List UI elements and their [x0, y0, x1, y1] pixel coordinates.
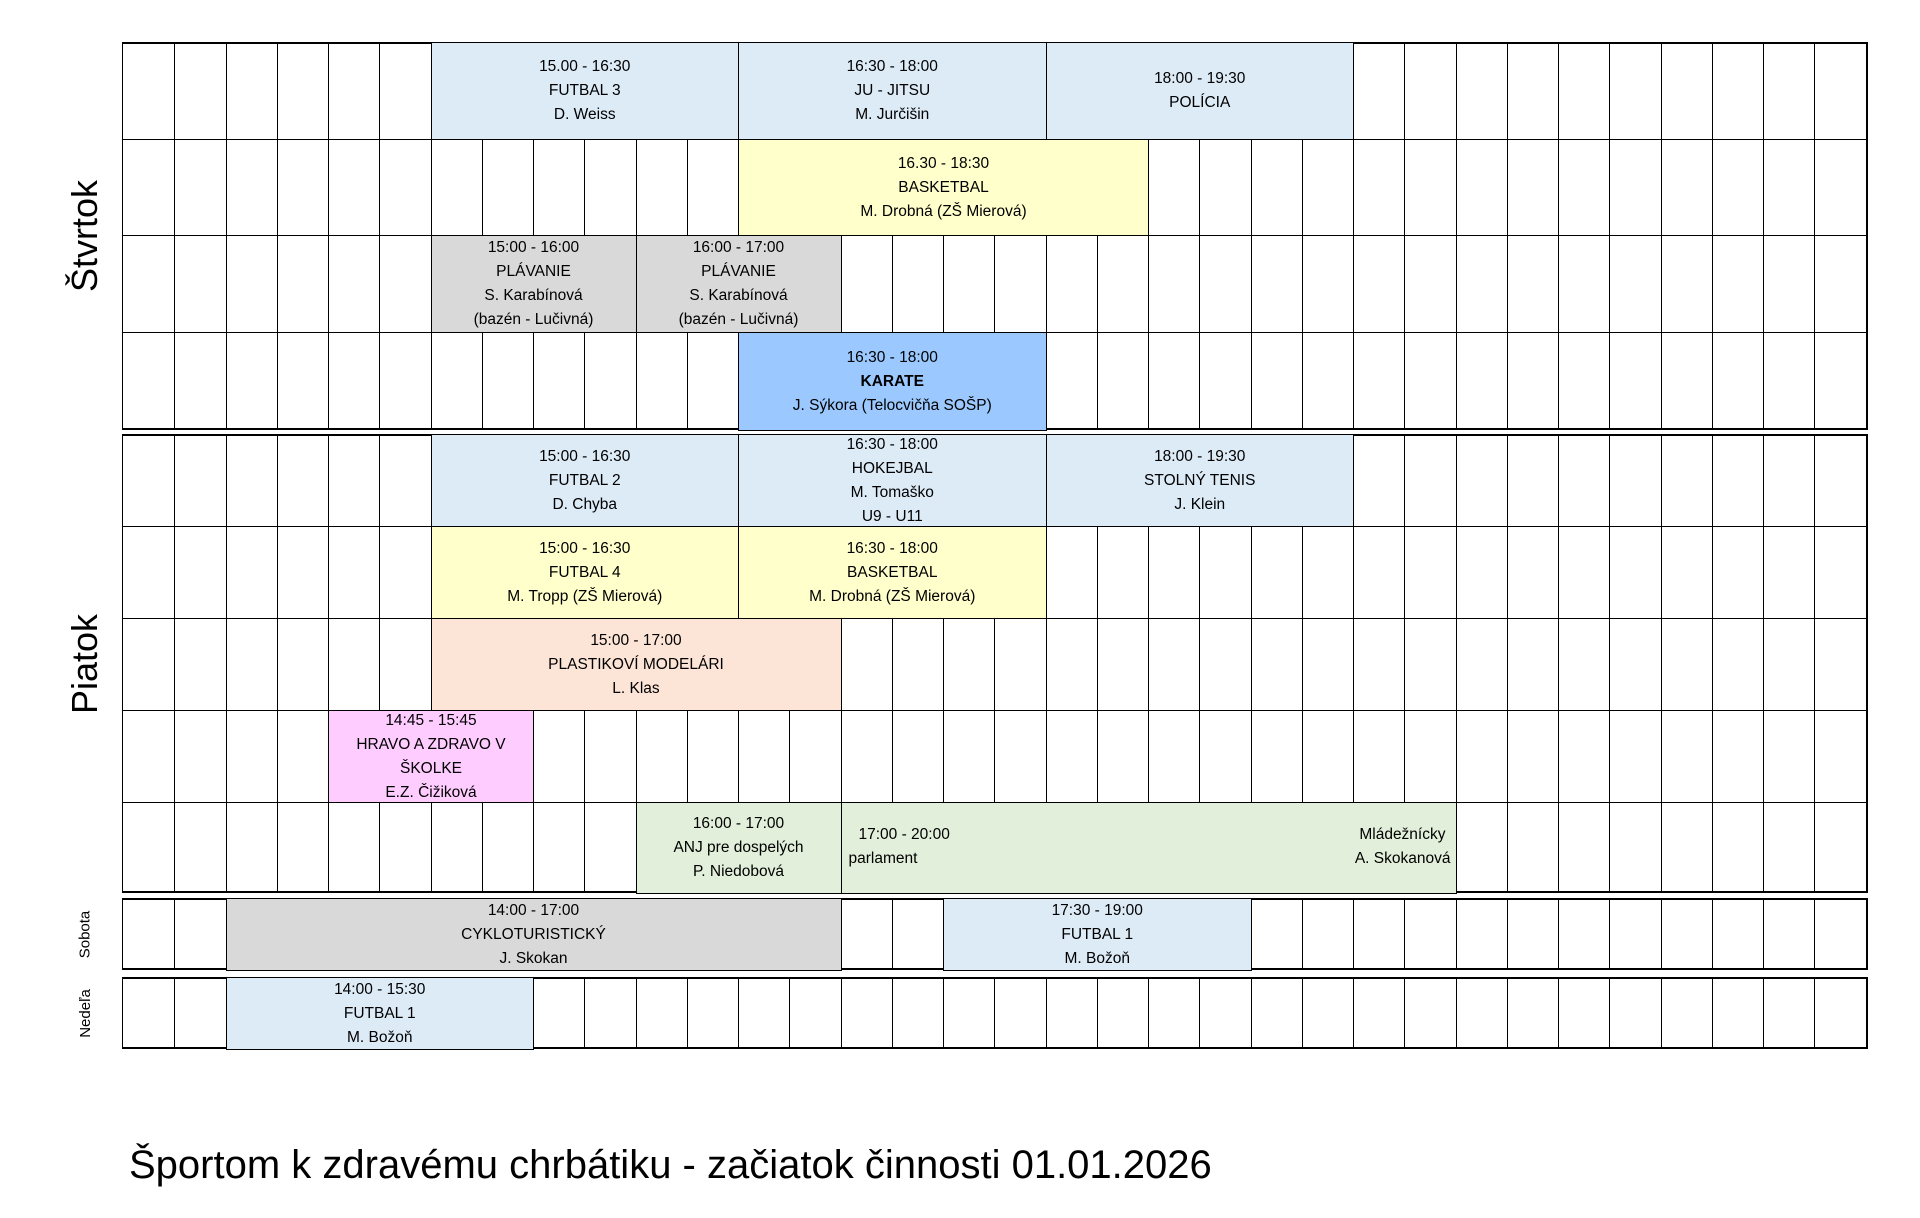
- grid-column-line: [1558, 434, 1559, 893]
- grid-column-line: [1046, 977, 1047, 1049]
- event-name: HRAVO A ZDRAVO V: [356, 735, 506, 753]
- grid-column-line: [1507, 42, 1508, 430]
- grid-column-line: [226, 434, 227, 893]
- event-person: J. Skokan: [499, 949, 568, 967]
- day-label-stvrtok: [48, 42, 123, 430]
- grid-column-line: [943, 977, 944, 1049]
- day-name: Piatok: [64, 613, 105, 714]
- event-name: FUTBAL 1: [1061, 925, 1134, 943]
- event-extra: (bazén - Lučivná): [678, 311, 799, 328]
- grid-column-line: [1814, 434, 1815, 893]
- event-time: 16:30 - 18:00: [846, 58, 938, 75]
- event-time: 15:00 - 16:30: [539, 539, 631, 557]
- event-time: 15.00 - 16:30: [539, 58, 631, 75]
- grid-column-line: [1456, 898, 1457, 970]
- grid-column-line: [277, 434, 278, 893]
- event-block: [328, 710, 534, 803]
- event-name: PLÁVANIE: [496, 263, 571, 280]
- event-name: HOKEJBAL: [851, 459, 933, 477]
- event-time: 14:45 - 15:45: [385, 711, 477, 729]
- event-person: M. Jurčišin: [855, 106, 930, 123]
- event-block: [226, 898, 842, 971]
- grid-column-line: [687, 977, 688, 1049]
- event-block: [431, 434, 740, 527]
- event-person: D. Chyba: [552, 495, 618, 513]
- event-person: L. Klas: [612, 679, 660, 697]
- event-name: CYKLOTURISTICKÝ: [461, 925, 606, 943]
- event-block: [738, 332, 1047, 431]
- grid-column-line: [636, 977, 637, 1049]
- grid-column-line: [1609, 977, 1610, 1049]
- event-extra: (bazén - Lučivná): [473, 311, 594, 328]
- grid-column-line: [174, 977, 175, 1049]
- event-person: D. Weiss: [553, 106, 616, 123]
- grid-column-line: [1148, 977, 1149, 1049]
- footer-title: Športom k zdravému chrbátiku - začiatok činnosti 01.01.2026: [129, 1143, 1212, 1187]
- event-time: 16.30 - 18:30: [897, 154, 990, 172]
- grid-column-line: [226, 42, 227, 430]
- event-block: [1046, 42, 1355, 140]
- grid-column-line: [1404, 42, 1405, 430]
- grid-column-line: [1507, 434, 1508, 893]
- grid-column-line: [1404, 977, 1405, 1049]
- grid-column-line: [1302, 898, 1303, 970]
- grid-column-line: [892, 977, 893, 1049]
- day-name: Nedeľa: [76, 988, 94, 1038]
- grid-column-line: [1814, 898, 1815, 970]
- event-name: FUTBAL 2: [548, 471, 621, 489]
- event-block: [738, 526, 1047, 619]
- grid-column-line: [789, 977, 790, 1049]
- grid-column-line: [328, 42, 329, 430]
- grid-column-line: [1661, 434, 1662, 893]
- event-name: BASKETBAL: [847, 563, 938, 581]
- grid-column-line: [1609, 42, 1610, 430]
- grid-column-line: [277, 42, 278, 430]
- event-person: S. Karabínová: [484, 287, 583, 304]
- event-person: M. Božoň: [1064, 949, 1130, 967]
- event-name: STOLNÝ TENIS: [1144, 471, 1256, 489]
- event-time: 15:00 - 16:00: [487, 239, 580, 256]
- event-time: 18:00 - 19:30: [1154, 70, 1246, 87]
- grid-column-line: [1251, 977, 1252, 1049]
- event-person: M. Tomaško: [850, 483, 934, 501]
- grid-column-line: [1353, 898, 1354, 970]
- event-time: 15:00 - 16:30: [539, 447, 631, 465]
- day-name: Štvrtok: [64, 179, 105, 293]
- grid-column-line: [892, 898, 893, 970]
- grid-column-line: [1404, 898, 1405, 970]
- grid-column-line: [1814, 977, 1815, 1049]
- grid-column-line: [1661, 977, 1662, 1049]
- day-label-piatok: [48, 434, 123, 893]
- event-name: PLÁVANIE: [701, 263, 776, 280]
- grid-column-line: [1712, 434, 1713, 893]
- event-person: M. Božoň: [347, 1028, 413, 1046]
- event-time: 17:30 - 19:00: [1051, 901, 1143, 919]
- event-time: 14:00 - 17:00: [487, 901, 580, 919]
- event-person: ŠKOLKE: [399, 759, 463, 777]
- event-time: 16:30 - 18:00: [846, 348, 938, 366]
- grid-column-line: [1712, 977, 1713, 1049]
- grid-column-line: [1661, 42, 1662, 430]
- event-person: J. Klein: [1174, 495, 1226, 513]
- event-time: 14:00 - 15:30: [334, 980, 426, 998]
- event-block: [636, 802, 842, 894]
- event-block: [431, 235, 637, 333]
- event-name: POLÍCIA: [1169, 94, 1231, 111]
- grid-column-line: [1609, 898, 1610, 970]
- grid-column-line: [1558, 42, 1559, 430]
- event-name: FUTBAL 4: [548, 563, 621, 581]
- grid-column-line: [841, 977, 842, 1049]
- event-time: 17:00 - 20:00: [858, 826, 950, 843]
- event-person: J. Sýkora (Telocvičňa SOŠP): [792, 396, 992, 414]
- event-extra: A. Skokanová: [1354, 850, 1451, 867]
- event-person: P. Niedobová: [692, 863, 785, 880]
- grid-column-line: [1712, 42, 1713, 430]
- event-block: [738, 42, 1047, 140]
- grid-column-line: [1609, 434, 1610, 893]
- grid-column-line: [1199, 977, 1200, 1049]
- event-block: [1046, 434, 1355, 527]
- grid-column-line: [1763, 977, 1764, 1049]
- event-time: 16:30 - 18:00: [846, 435, 938, 453]
- grid-column-line: [1507, 977, 1508, 1049]
- event-block: [431, 42, 740, 140]
- grid-column-line: [1763, 42, 1764, 430]
- event-extra: E.Z. Čižiková: [385, 783, 477, 801]
- day-name: Sobota: [76, 910, 94, 958]
- grid-column-line: [174, 898, 175, 970]
- event-name: FUTBAL 1: [343, 1004, 416, 1022]
- grid-column-line: [174, 434, 175, 893]
- event-name: PLASTIKOVÍ MODELÁRI: [548, 655, 724, 673]
- event-person: parlament: [848, 850, 918, 867]
- event-time: 15:00 - 17:00: [590, 631, 682, 649]
- grid-column-line: [1353, 977, 1354, 1049]
- event-person: M. Tropp (ZŠ Mierová): [507, 587, 663, 605]
- grid-column-line: [1558, 898, 1559, 970]
- event-block: [431, 526, 740, 619]
- event-person: S. Karabínová: [689, 287, 788, 304]
- event-block: [636, 235, 842, 333]
- event-block: [226, 977, 535, 1050]
- grid-column-line: [1814, 42, 1815, 430]
- event-block: [738, 139, 1149, 236]
- grid-column-line: [584, 977, 585, 1049]
- event-block: [841, 802, 1457, 894]
- event-block: [738, 434, 1047, 527]
- grid-column-line: [1712, 898, 1713, 970]
- event-name: BASKETBAL: [898, 178, 989, 196]
- event-name: FUTBAL 3: [548, 82, 621, 99]
- grid-column-line: [1763, 898, 1764, 970]
- grid-column-line: [994, 977, 995, 1049]
- event-name: ANJ pre dospelých: [673, 839, 804, 856]
- event-extra: U9 - U11: [861, 507, 923, 525]
- grid-column-line: [379, 434, 380, 893]
- event-block: [943, 898, 1252, 971]
- grid-column-line: [1302, 977, 1303, 1049]
- grid-column-line: [1507, 898, 1508, 970]
- event-name: KARATE: [860, 372, 924, 390]
- day-label-sobota: [48, 898, 123, 970]
- event-time: 16:30 - 18:00: [846, 539, 938, 557]
- grid-column-line: [174, 42, 175, 430]
- grid-column-line: [1456, 42, 1457, 430]
- grid-column-line: [738, 977, 739, 1049]
- event-name: JU - JITSU: [854, 82, 931, 99]
- grid-column-line: [1097, 977, 1098, 1049]
- event-time: 16:00 - 17:00: [692, 815, 785, 832]
- grid-column-line: [379, 42, 380, 430]
- grid-column-line: [1661, 898, 1662, 970]
- event-person: M. Drobná (ZŠ Mierová): [860, 202, 1027, 220]
- event-time: 16:00 - 17:00: [692, 239, 785, 256]
- event-time: 18:00 - 19:30: [1154, 447, 1246, 465]
- event-block: [431, 618, 842, 711]
- event-name: Mládežnícky: [1359, 826, 1446, 843]
- day-label-nedela: [48, 977, 123, 1049]
- grid-column-line: [1763, 434, 1764, 893]
- event-person: M. Drobná (ZŠ Mierová): [809, 587, 976, 605]
- grid-column-line: [328, 434, 329, 893]
- grid-column-line: [1456, 977, 1457, 1049]
- grid-column-line: [1558, 977, 1559, 1049]
